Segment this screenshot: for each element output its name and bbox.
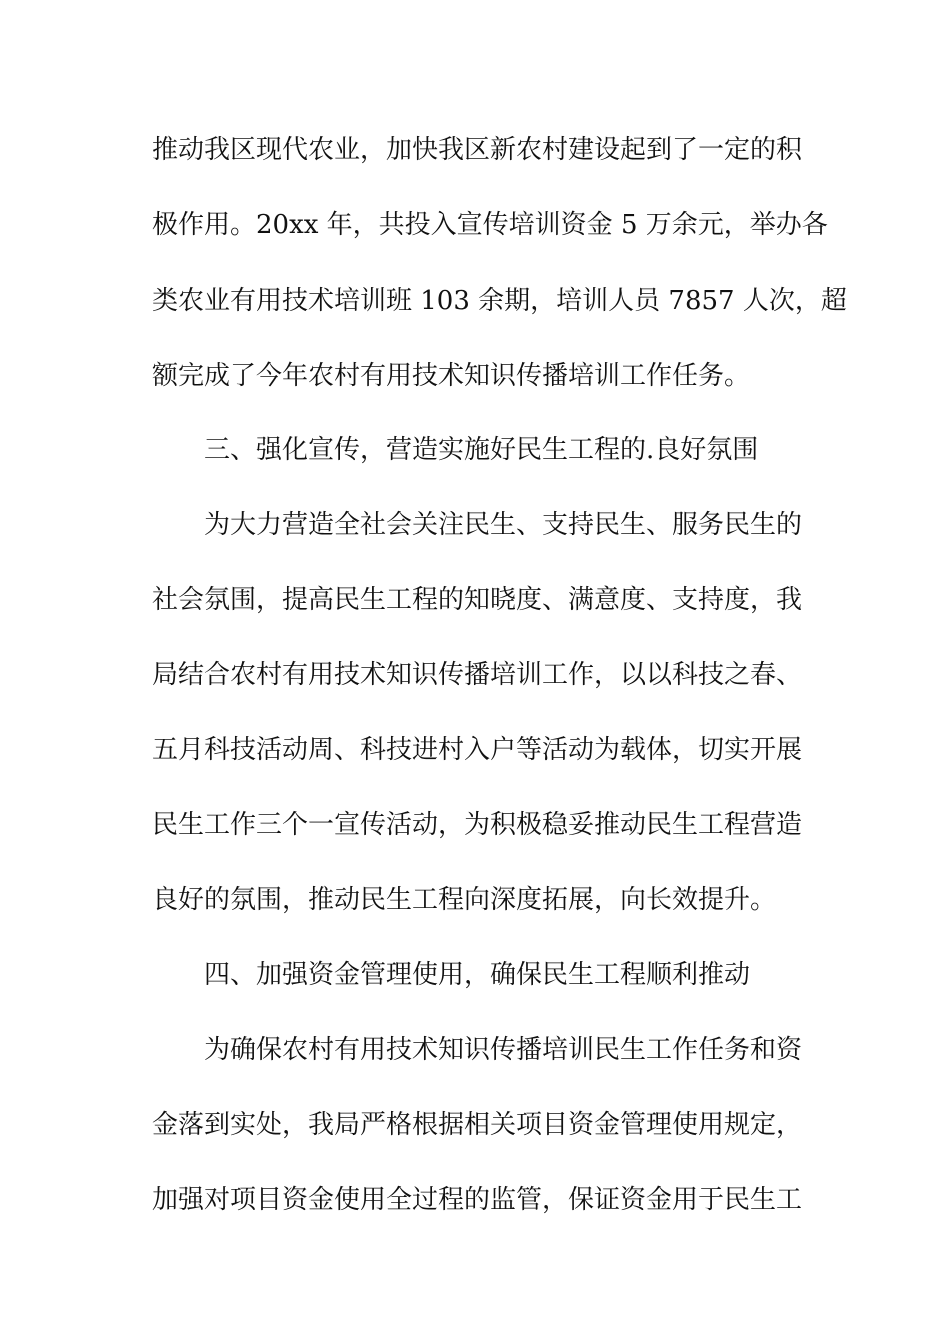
paragraph-line: 五月科技活动周、科技进村入户等活动为载体，切实开展 <box>152 735 803 765</box>
paragraph-line: 良好的氛围，推动民生工程向深度拓展，向长效提升。 <box>152 885 777 915</box>
section-heading-3: 三、强化宣传，营造实施好民生工程的.良好氛围 <box>204 435 759 465</box>
paragraph-line: 为确保农村有用技术知识传播培训民生工作任务和资 <box>204 1035 803 1065</box>
section-heading-4: 四、加强资金管理使用，确保民生工程顺利推动 <box>204 960 751 990</box>
paragraph-line: 局结合农村有用技术知识传播培训工作，以以科技之春、 <box>152 660 803 690</box>
paragraph-line: 金落到实处，我局严格根据相关项目资金管理使用规定， <box>152 1110 803 1140</box>
paragraph-line: 加强对项目资金使用全过程的监管，保证资金用于民生工 <box>152 1185 803 1215</box>
paragraph-line: 类农业有用技术培训班 103 余期，培训人员 7857 人次，超 <box>152 286 847 316</box>
paragraph-line: 额完成了今年农村有用技术知识传播培训工作任务。 <box>152 361 751 391</box>
paragraph-line: 社会氛围，提高民生工程的知晓度、满意度、支持度，我 <box>152 585 803 615</box>
paragraph-line: 极作用。20xx 年，共投入宣传培训资金 5 万余元，举办各 <box>152 210 828 240</box>
paragraph-line: 推动我区现代农业，加快我区新农村建设起到了一定的积 <box>152 135 803 165</box>
paragraph-line: 为大力营造全社会关注民生、支持民生、服务民生的 <box>204 510 803 540</box>
paragraph-line: 民生工作三个一宣传活动，为积极稳妥推动民生工程营造 <box>152 810 803 840</box>
